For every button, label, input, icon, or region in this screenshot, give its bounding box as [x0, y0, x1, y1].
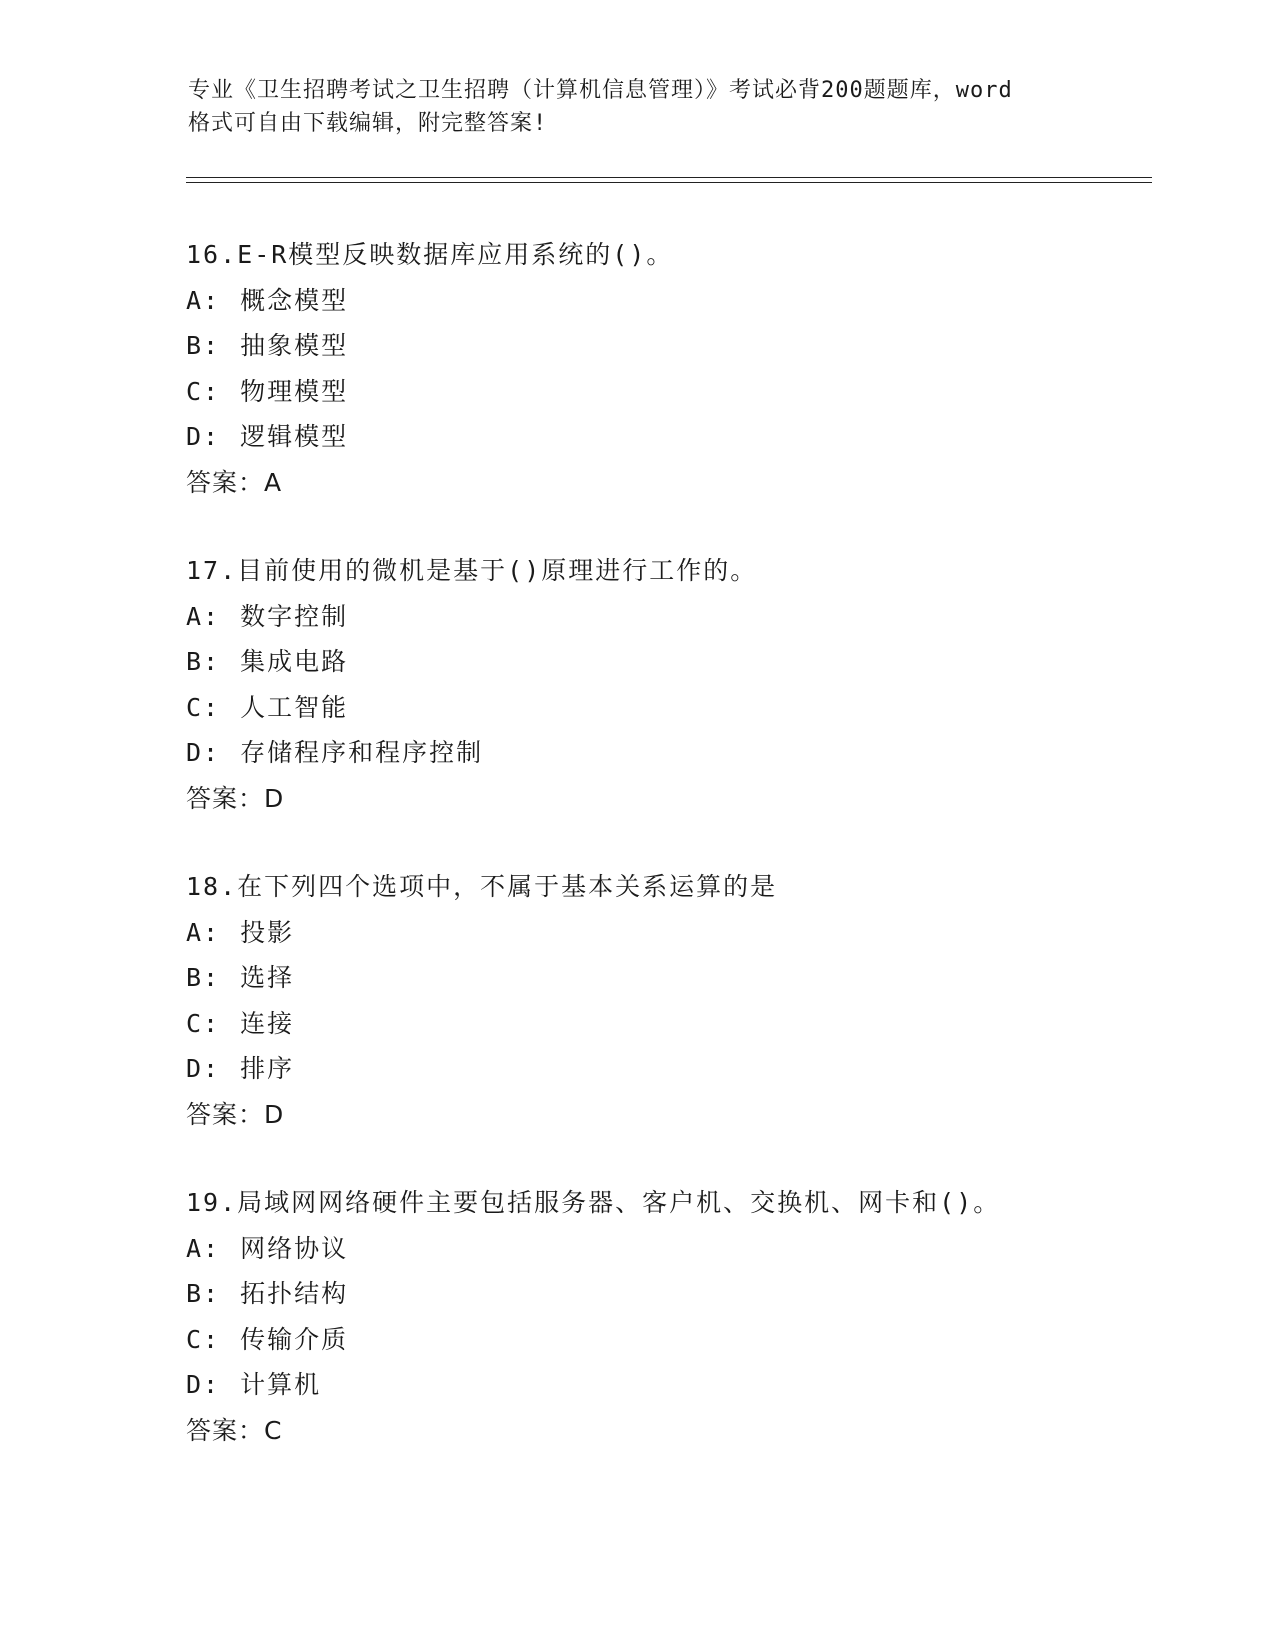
option-c	[186, 369, 1146, 415]
option-text: 抽象模型	[240, 331, 349, 360]
question-title: 16.E-R模型反映数据库应用系统的()。	[186, 240, 674, 269]
document-header	[188, 74, 1108, 140]
option-d	[186, 414, 1146, 460]
option-d	[186, 730, 1146, 776]
header-line-1: 专业《卫生招聘考试之卫生招聘（计算机信息管理）》考试必背200题题库，word	[188, 78, 1013, 103]
option-letter: C:	[186, 376, 221, 406]
option-letter: D:	[186, 1054, 221, 1083]
option-c	[186, 1317, 1146, 1363]
option-text: 传输介质	[240, 1324, 349, 1354]
option-letter: B:	[186, 1279, 221, 1308]
answer-line: 答案：D	[186, 783, 285, 813]
option-a	[186, 594, 1146, 640]
option-c	[186, 1001, 1146, 1047]
header-line-2: 格式可自由下载编辑，附完整答案!	[188, 111, 548, 136]
option-letter: D:	[186, 422, 221, 451]
option-text: 排序	[240, 1054, 295, 1083]
option-c	[186, 685, 1146, 731]
option-letter: A:	[186, 285, 221, 315]
option-letter: A:	[186, 1233, 221, 1263]
option-letter: D:	[186, 738, 221, 767]
question-17	[186, 548, 1146, 821]
option-letter: D:	[186, 1370, 221, 1399]
option-text: 投影	[240, 917, 295, 947]
question-16	[186, 232, 1146, 505]
option-a	[186, 910, 1146, 956]
option-letter: C:	[186, 1008, 221, 1038]
question-title: 17.目前使用的微机是基于()原理进行工作的。	[186, 556, 758, 585]
option-text: 数字控制	[240, 601, 349, 631]
option-d	[186, 1362, 1146, 1408]
answer-line: 答案：C	[186, 1415, 283, 1445]
answer-line: 答案：D	[186, 1099, 285, 1129]
option-text: 人工智能	[240, 692, 349, 722]
option-letter: B:	[186, 331, 221, 360]
option-text: 概念模型	[240, 285, 349, 315]
option-a	[186, 1226, 1146, 1272]
option-letter: B:	[186, 963, 221, 992]
option-text: 逻辑模型	[240, 422, 349, 451]
option-letter: C:	[186, 1324, 221, 1354]
option-d	[186, 1046, 1146, 1092]
option-b	[186, 639, 1146, 685]
option-b	[186, 1271, 1146, 1317]
option-text: 物理模型	[240, 376, 349, 406]
option-letter: A:	[186, 917, 221, 947]
option-text: 拓扑结构	[240, 1279, 349, 1308]
header-divider-top	[186, 177, 1152, 178]
option-text: 计算机	[240, 1370, 322, 1399]
header-divider-bottom	[186, 182, 1152, 183]
option-b	[186, 955, 1146, 1001]
option-text: 网络协议	[240, 1233, 349, 1263]
option-b	[186, 323, 1146, 369]
option-letter: A:	[186, 601, 221, 631]
question-title: 19.局域网网络硬件主要包括服务器、客户机、交换机、网卡和()。	[186, 1188, 1001, 1217]
option-text: 选择	[240, 963, 295, 992]
question-18	[186, 864, 1146, 1137]
option-text: 集成电路	[240, 647, 349, 676]
option-text: 连接	[240, 1008, 295, 1038]
option-letter: B:	[186, 647, 221, 676]
option-a	[186, 278, 1146, 324]
option-letter: C:	[186, 692, 221, 722]
answer-line: 答案：A	[186, 467, 283, 497]
question-19	[186, 1180, 1146, 1453]
option-text: 存储程序和程序控制	[240, 738, 484, 767]
question-title: 18.在下列四个选项中，不属于基本关系运算的是	[186, 872, 778, 901]
